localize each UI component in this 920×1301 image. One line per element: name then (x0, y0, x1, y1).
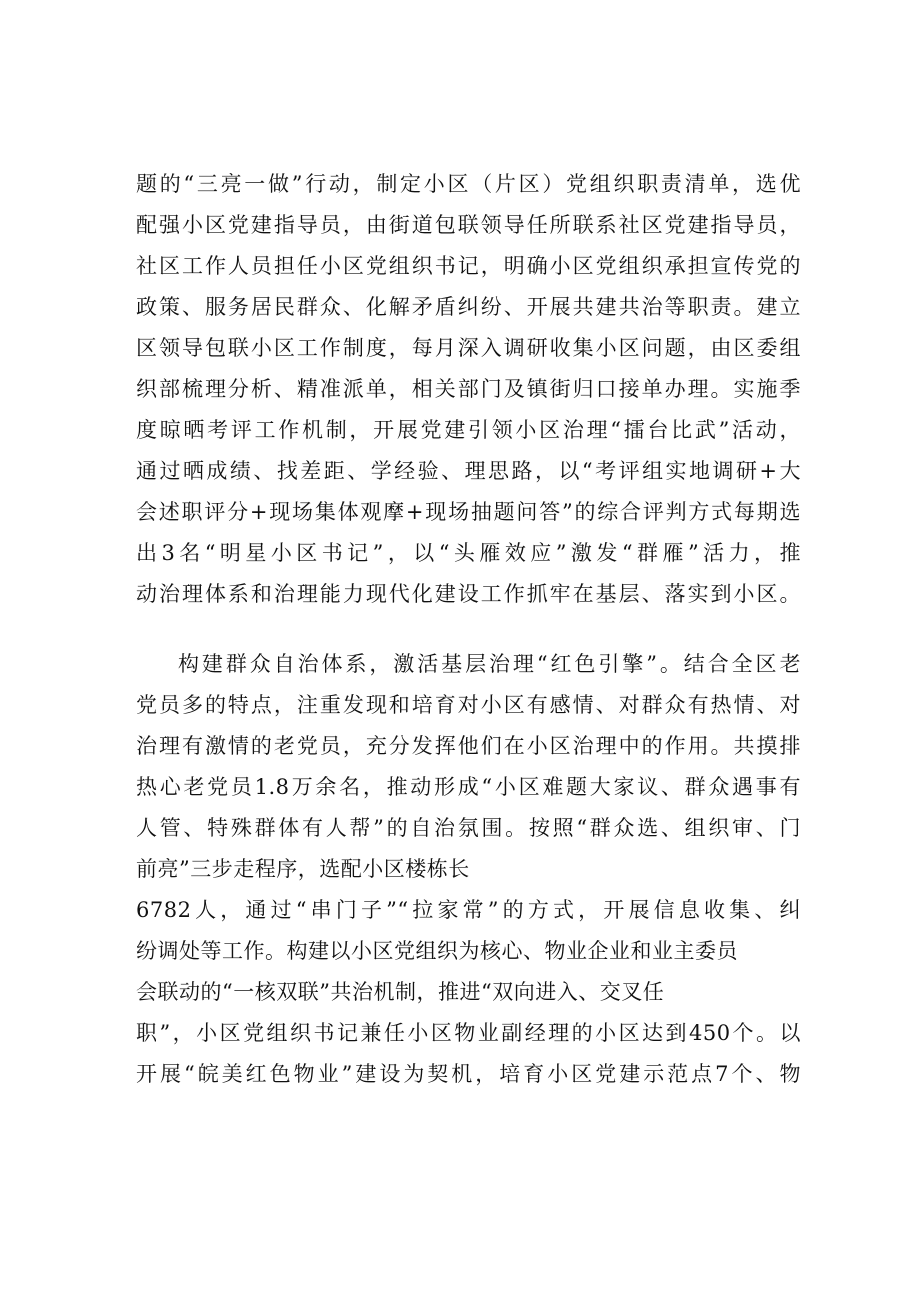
paragraph-2 (136, 644, 801, 1095)
paragraph-line: 织部梳理分析、精准派单，相关部门及镇街归口接单办理。实施季 (136, 377, 801, 401)
paragraph-line: 会联动的“一核双联”共治机制，推进“双向进入、交叉任 (136, 980, 665, 1004)
paragraph-line: 通过晒成绩、找差距、学经验、理思路，以“考评组实地调研+大 (136, 459, 801, 483)
paragraph-line: 前亮”三步走程序，选配小区楼栋长 (136, 857, 470, 881)
paragraph-line: 社区工作人员担任小区党组织书记，明确小区党组织承担宣传党的 (136, 254, 801, 278)
paragraph-line: 动治理体系和治理能力现代化建设工作抓牢在基层、落实到小区。 (136, 582, 801, 606)
paragraph-line: 党员多的特点，注重发现和培育对小区有感情、对群众有热情、对 (136, 693, 801, 717)
paragraph-line: 热心老党员1.8万余名，推动形成“小区难题大家议、群众遇事有 (136, 775, 801, 799)
paragraph-line: 度晾晒考评工作机制，开展党建引领小区治理“擂台比武”活动， (136, 418, 801, 442)
paragraph-line: 开展“皖美红色物业”建设为契机，培育小区党建示范点7个、物 (136, 1062, 801, 1086)
paragraph-line: 治理有激情的老党员，充分发挥他们在小区治理中的作用。共摸排 (136, 734, 801, 758)
paragraph-line: 职”，小区党组织书记兼任小区物业副经理的小区达到450个。以 (136, 1021, 801, 1045)
paragraph-line: 纷调处等工作。构建以小区党组织为核心、物业企业和业主委员 (136, 939, 738, 963)
paragraph-1 (136, 164, 801, 615)
paragraph-line: 出3名“明星小区书记”，以“头雁效应”激发“群雁”活力，推 (136, 541, 801, 565)
paragraph-line: 会述职评分+现场集体观摩+现场抽题问答”的综合评判方式每期选 (136, 500, 801, 524)
paragraph-line: 政策、服务居民群众、化解矛盾纠纷、开展共建共治等职责。建立 (136, 295, 801, 319)
paragraph-line: 人管、特殊群体有人帮”的自治氛围。按照“群众选、组织审、门 (136, 816, 801, 840)
paragraph-line: 区领导包联小区工作制度，每月深入调研收集小区问题，由区委组 (136, 336, 801, 360)
paragraph-line: 6782人，通过“串门子”“拉家常”的方式，开展信息收集、纠 (136, 898, 801, 922)
paragraph-line: 配强小区党建指导员，由街道包联领导任所联系社区党建指导员， (136, 213, 801, 237)
paragraph-line: 题的“三亮一做”行动，制定小区（片区）党组织职责清单，选优 (136, 172, 801, 196)
paragraph-line: 构建群众自治体系，激活基层治理“红色引擎”。结合全区老 (178, 652, 801, 676)
